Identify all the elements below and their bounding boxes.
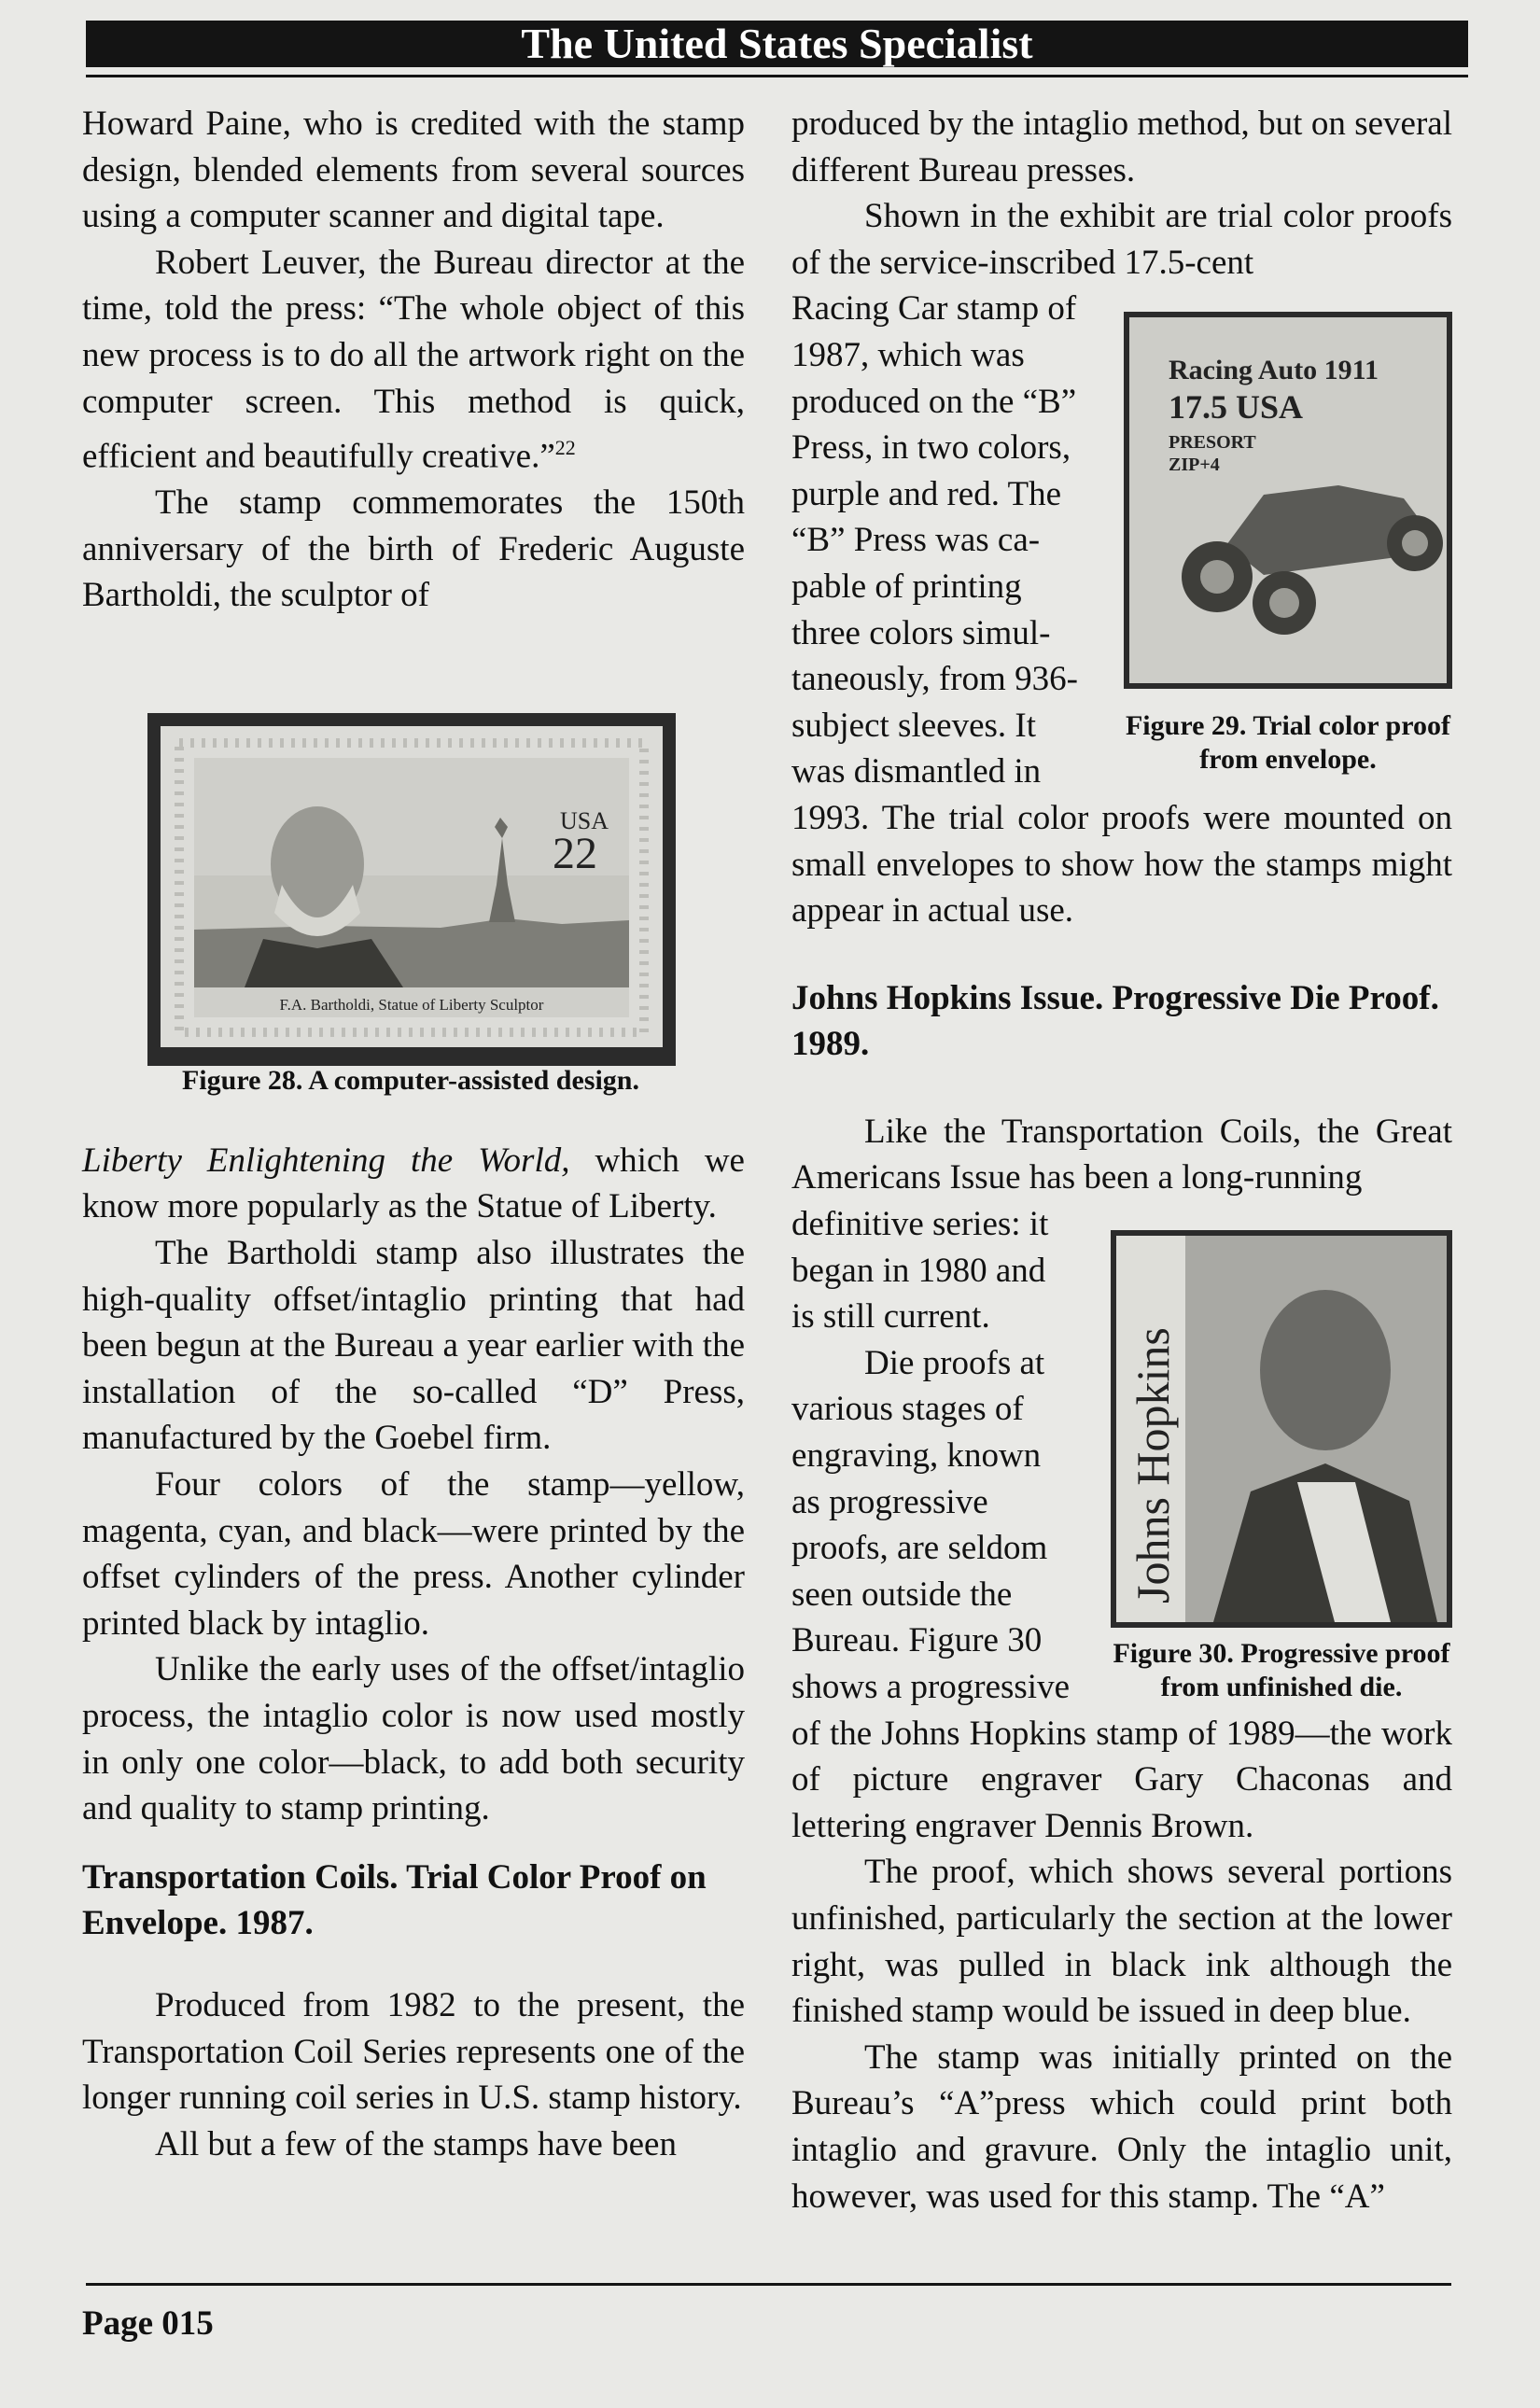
johns-hopkins-stamp-image bbox=[1111, 1230, 1452, 1628]
wrapped-text-block bbox=[791, 286, 1099, 795]
page-number: Page 015 bbox=[82, 2304, 214, 2343]
paragraph-text: The stamp commemorates the 150th anniversary of the birth of Frederic Auguste Bartholdi, the sculptor of bbox=[82, 483, 745, 615]
paragraph-text: which we know more popularly as the Statue of Liberty. bbox=[82, 1141, 745, 1226]
figure-29-caption: Figure 29. Trial color proof from envelope. bbox=[1125, 710, 1451, 775]
paragraph: The proof, which shows several portions unfinished, particularly the section at the lower right, was pulled in black ink although the finished stamp would be issued in deep blue. bbox=[791, 1853, 1452, 2031]
paragraph bbox=[82, 480, 745, 619]
text-line: purple and red. The bbox=[791, 474, 1062, 513]
stamp-title-text: Racing Auto 1911 bbox=[1169, 355, 1379, 385]
stamp-legend-text: F.A. Bartholdi, Statue of Liberty Sculptor bbox=[279, 996, 544, 1014]
paragraph: Four colors of the stamp—yellow, magenta, cyan, and black—were printed by the offset cylinders of the press. Another cylinder printed black by intaglio. bbox=[82, 1465, 745, 1643]
text-line: as progressive bbox=[791, 1482, 988, 1521]
paragraph: Howard Paine, who is credited with the stamp design, blended elements from several sources using a computer scanner and digital tape. bbox=[82, 105, 745, 236]
footer-rule bbox=[86, 2283, 1451, 2286]
text-line: 1987, which was bbox=[791, 335, 1025, 374]
racing-auto-stamp-image bbox=[1124, 312, 1452, 689]
text-line: “B” Press was ca- bbox=[791, 521, 1041, 560]
stamp-value-text: 17.5 USA bbox=[1169, 388, 1304, 426]
car-hub-shape bbox=[1402, 530, 1428, 556]
text-line: shows a progressive bbox=[791, 1668, 1071, 1706]
stamp-value-text: 22 bbox=[553, 829, 597, 878]
text-line: three colors simul- bbox=[791, 613, 1051, 652]
paragraph: All but a few of the stamps have been bbox=[155, 2124, 677, 2163]
text-line: engraving, known bbox=[791, 1436, 1042, 1476]
text-line: pable of printing bbox=[791, 567, 1022, 606]
stamp-presort-text: PRESORT bbox=[1169, 432, 1256, 453]
text-line: Racing Car stamp of bbox=[791, 289, 1077, 329]
header-rule bbox=[86, 75, 1468, 77]
text-line: definitive series: it bbox=[791, 1205, 1049, 1244]
paragraph: of the Johns Hopkins stamp of 1989—the work of picture engraver Gary Chaconas and lettering engraver Dennis Brown. bbox=[791, 1714, 1452, 1845]
text-line: seen outside the bbox=[791, 1575, 1013, 1614]
section-heading: Johns Hopkins Issue. Progressive Die Proof. 1989. bbox=[791, 978, 1439, 1064]
text-line: produced on the “B” bbox=[791, 382, 1077, 421]
figure-29 bbox=[1124, 312, 1452, 689]
header-title: The United States Specialist bbox=[521, 20, 1033, 67]
paragraph: 1993. The trial color proofs were mounted on small envelopes to show how the stamps might appear in actual use. bbox=[791, 798, 1452, 931]
stamp-zip-text: ZIP+4 bbox=[1169, 455, 1220, 475]
running-header bbox=[86, 21, 1468, 67]
text-line: is still current. bbox=[791, 1297, 990, 1337]
car-hub-shape bbox=[1269, 588, 1299, 618]
text-line: subject sleeves. It bbox=[791, 706, 1036, 745]
figure-30-caption: Figure 30. Progressive proof from unfinished die. bbox=[1113, 1638, 1450, 1702]
paragraph: produced by the intaglio method, but on several different Bureau presses. bbox=[791, 105, 1452, 189]
paragraph: The stamp was initially printed on the Bureau’s “A”press which could print both intaglio and gravure. Only the intaglio unit, however, was used for this stamp. The “A” bbox=[791, 2037, 1452, 2216]
figure-28 bbox=[147, 713, 676, 1066]
paragraph-text: Robert Leuver, the Bureau director at the time, told the press: “The whole object of this new process is to do all the artwork right on the computer screen. This method is quick, efficient and beautifully creative.” bbox=[82, 243, 745, 476]
italic-title: Liberty Enlightening the World, bbox=[82, 1141, 570, 1180]
paragraph bbox=[82, 240, 745, 480]
paragraph: The Bartholdi stamp also illustrates the high-quality offset/intaglio printing that had been begun at the Bureau a year earlier with the installation of the so-called “D” Press, manufactured by the Goebel firm. bbox=[82, 1234, 745, 1458]
paragraph: Shown in the exhibit are trial color proofs of the service-inscribed 17.5-cent bbox=[791, 197, 1452, 282]
portrait-head-shape bbox=[1260, 1290, 1391, 1450]
column-left bbox=[82, 101, 745, 2167]
wrapped-text-block bbox=[791, 1201, 1099, 1711]
text-line: Die proofs at bbox=[864, 1343, 1045, 1382]
paragraph bbox=[82, 1138, 745, 1230]
text-line: proofs, are seldom bbox=[791, 1529, 1048, 1568]
text-line: Bureau. Figure 30 bbox=[791, 1621, 1043, 1660]
text-line: various stages of bbox=[791, 1390, 1024, 1429]
car-hub-shape bbox=[1200, 560, 1234, 594]
figure-28-caption: Figure 28. A computer-assisted design. bbox=[181, 1065, 639, 1096]
paragraph: Like the Transportation Coils, the Great Americans Issue has been a long-running bbox=[791, 1112, 1452, 1197]
text-line: Press, in two colors, bbox=[791, 428, 1071, 468]
footnote-ref: 22 bbox=[554, 436, 576, 460]
bartholdi-stamp-image bbox=[161, 726, 663, 1047]
paragraph: Unlike the early uses of the offset/intaglio process, the intaglio color is now used mostly in only one color—black, to add both security and quality to stamp printing. bbox=[82, 1650, 745, 1828]
stamp-country-text: USA bbox=[560, 807, 609, 834]
text-line: was dismantled in bbox=[791, 752, 1042, 791]
stamp-name-text: Johns Hopkins bbox=[1127, 1327, 1179, 1603]
text-line: taneously, from 936- bbox=[791, 660, 1078, 699]
text-line: began in 1980 and bbox=[791, 1251, 1046, 1290]
figure-30 bbox=[1111, 1230, 1452, 1628]
paragraph: Produced from 1982 to the present, the Transportation Coil Series represents one of the longer running coil series in U.S. stamp history. bbox=[82, 1985, 745, 2118]
section-heading: Transportation Coils. Trial Color Proof on Envelope. 1987. bbox=[82, 1857, 707, 1943]
